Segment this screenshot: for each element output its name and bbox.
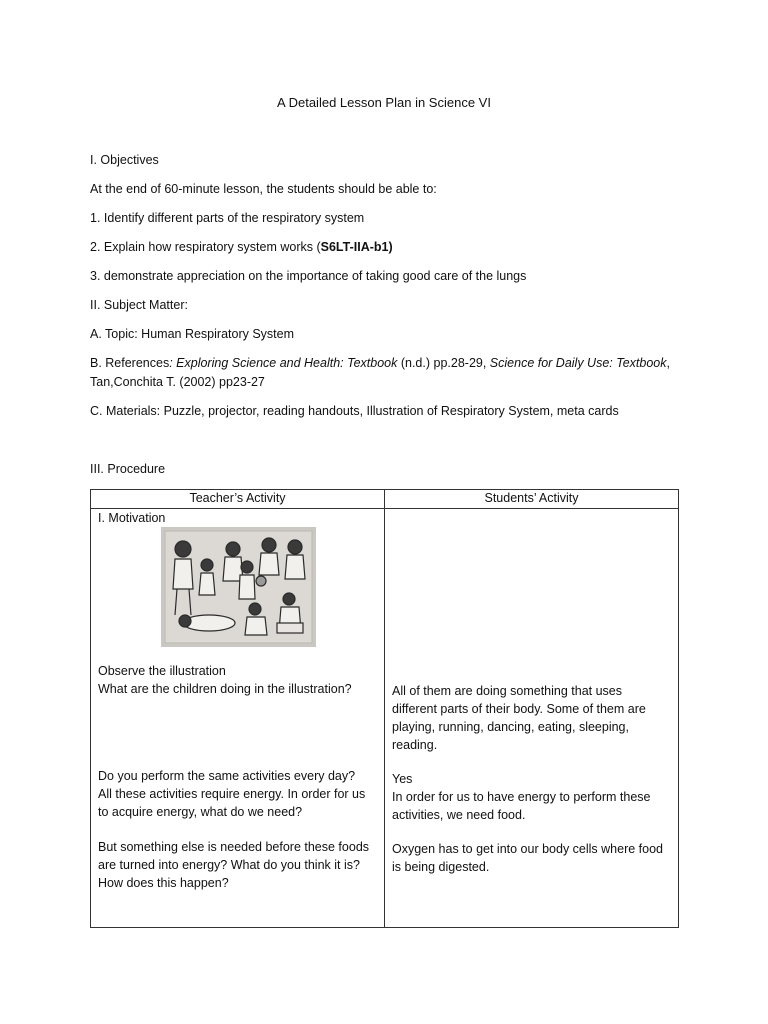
references-label: B. References <box>90 356 170 370</box>
teacher-activity-header: Teacher’s Activity <box>91 490 385 509</box>
student-answer-1-line-2: different parts of their body. Some of them are <box>392 702 646 716</box>
student-answer-2-line-3: activities, we need food. <box>392 808 526 822</box>
procedure-heading: III. Procedure <box>90 462 166 476</box>
teacher-question-3-line-3: How does this happen? <box>98 876 229 890</box>
observe-instruction: Observe the illustration <box>98 664 226 678</box>
teacher-question-3-line-2: are turned into energy? What do you think it is? <box>98 858 360 872</box>
teacher-question-1: What are the children doing in the illustration? <box>98 682 352 696</box>
objective-item-2-text: 2. Explain how respiratory system works ( <box>90 240 321 254</box>
student-answer-3-line-2: is being digested. <box>392 860 490 874</box>
student-answer-1-line-4: reading. <box>392 738 438 752</box>
students-activity-cell <box>385 509 679 928</box>
student-answer-1-line-3: playing, running, dancing, eating, sleeping, <box>392 720 629 734</box>
subject-matter-heading: II. Subject Matter: <box>90 298 188 312</box>
subject-references <box>90 355 670 372</box>
reference-2-comma: , <box>666 356 670 370</box>
motivation-label: I. Motivation <box>98 511 166 525</box>
teacher-question-3-line-1: But something else is needed before these foods <box>98 840 370 854</box>
objective-item-1: 1. Identify different parts of the respiratory system <box>90 211 365 225</box>
document-title: A Detailed Lesson Plan in Science VI <box>277 95 491 110</box>
subject-materials: C. Materials: Puzzle, projector, reading handouts, Illustration of Respiratory System, meta cards <box>90 404 619 418</box>
subject-topic: A. Topic: Human Respiratory System <box>90 327 295 341</box>
student-answer-2-line-2: In order for us to have energy to perform these <box>392 790 651 804</box>
objective-item-3: 3. demonstrate appreciation on the importance of taking good care of the lungs <box>90 269 527 283</box>
reference-2-title: Science for Daily Use: Textbook <box>489 356 667 370</box>
student-answer-3-line-1: Oxygen has to get into our body cells where food <box>392 842 663 856</box>
procedure-table-header-row <box>91 490 679 509</box>
reference-1-details: (n.d.) pp.28-29, <box>397 356 490 370</box>
teacher-question-2-line-3: to acquire energy, what do we need? <box>98 805 303 819</box>
students-activity-header: Students’ Activity <box>385 490 679 509</box>
objective-item-2-code: S6LT-IIA-b1) <box>320 240 393 254</box>
teacher-question-2-line-2: All these activities require energy. In order for us <box>98 787 366 801</box>
objective-item-2 <box>90 239 393 256</box>
reference-2-details: Tan,Conchita T. (2002) pp23-27 <box>90 375 265 389</box>
student-answer-1-line-1: All of them are doing something that uses <box>392 684 622 698</box>
procedure-table-row <box>91 509 679 928</box>
children-activities-illustration <box>161 527 316 647</box>
objectives-intro: At the end of 60-minute lesson, the students should be able to: <box>90 182 437 196</box>
objectives-heading: I. Objectives <box>90 153 159 167</box>
student-answer-2-line-1: Yes <box>392 772 413 786</box>
reference-1-title: : Exploring Science and Health: Textbook <box>169 356 398 370</box>
teacher-question-2-line-1: Do you perform the same activities every day? <box>98 769 356 783</box>
procedure-table <box>90 489 679 928</box>
teacher-activity-cell <box>91 509 385 928</box>
